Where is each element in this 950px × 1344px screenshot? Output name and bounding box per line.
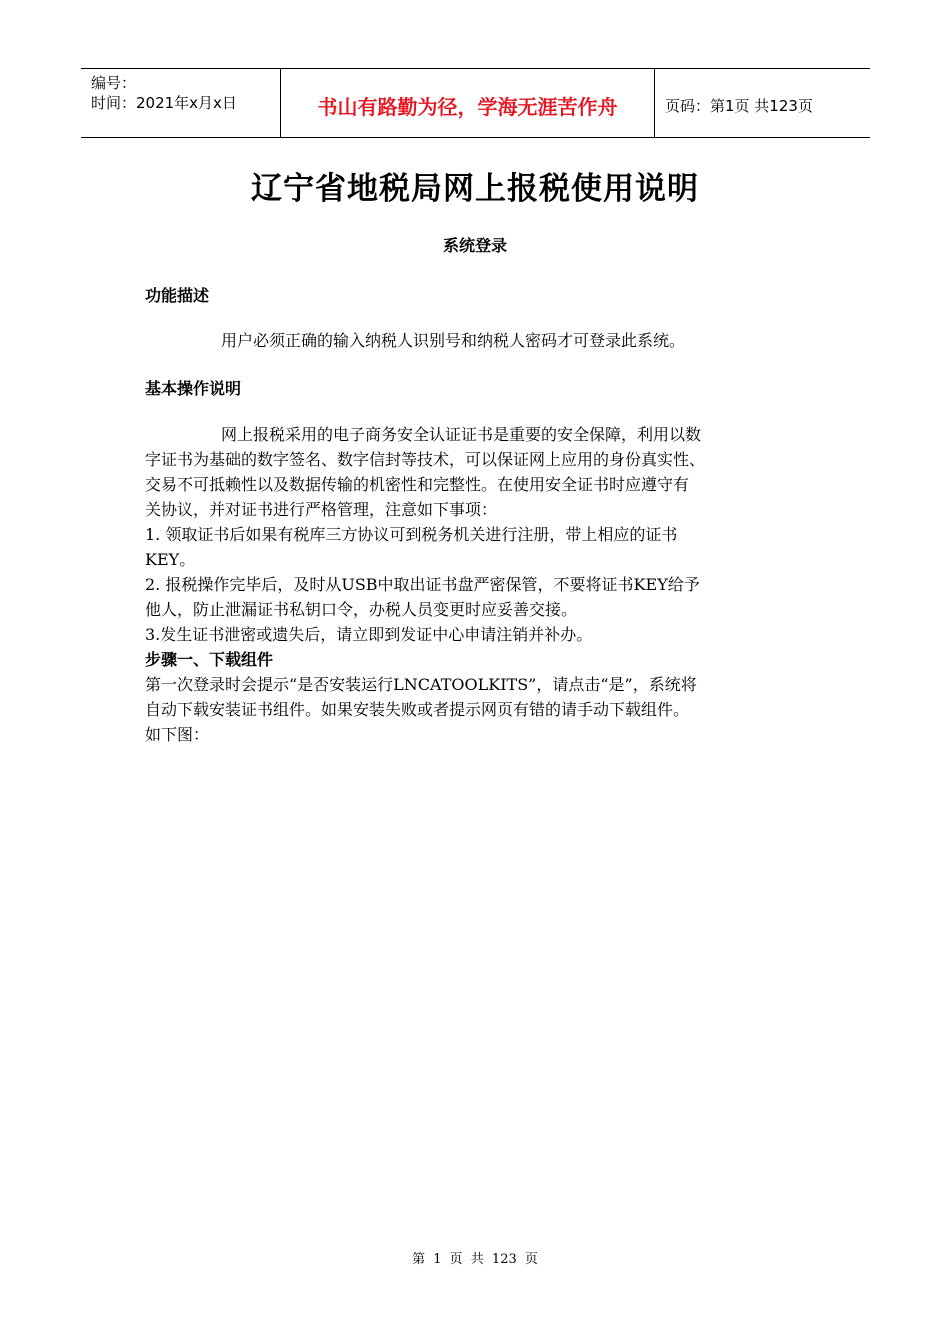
time-label: 时间：2021年x月x日 xyxy=(91,94,237,112)
operations-line: 网上报税采用的电子商务安全认证证书是重要的安全保障，利用以数 xyxy=(221,425,702,444)
operations-line: 关协议，并对证书进行严格管理，注意如下事项： xyxy=(145,500,498,519)
operations-line: 3.发生证书泄密或遗失后，请立即到发证中心申请注销并补办。 xyxy=(145,625,593,644)
operations-line: 1. 领取证书后如果有税库三方协议可到税务机关进行注册，带上相应的证书 xyxy=(145,525,678,544)
document-subtitle: 系统登录 xyxy=(442,236,507,255)
header-meta xyxy=(81,69,281,137)
operations-line: 他人，防止泄漏证书私钥口令，办税人员变更时应妥善交接。 xyxy=(145,600,578,619)
operations-line: 字证书为基础的数字签名、数字信封等技术，可以保证网上应用的身份真实性、 xyxy=(145,450,706,469)
header-page-info: 页码：第1页 共123页 xyxy=(665,96,813,115)
section-heading-function: 功能描述 xyxy=(145,286,210,305)
step-line: 自动下载安装证书组件。如果安装失败或者提示网页有错的请手动下载组件。 xyxy=(145,700,690,719)
operations-line: 2. 报税操作完毕后，及时从USB中取出证书盘严密保管，不要将证书KEY给予 xyxy=(145,575,700,594)
page-footer: 第 1 页 共 123 页 xyxy=(412,1252,538,1267)
header-table xyxy=(81,68,870,138)
document-title: 辽宁省地税局网上报税使用说明 xyxy=(251,171,699,207)
number-label: 编号： xyxy=(91,74,137,92)
step-line: 如下图： xyxy=(145,725,210,744)
step-heading-download: 步骤一、下载组件 xyxy=(145,650,274,669)
section-text-function: 用户必须正确的输入纳税人识别号和纳税人密码才可登录此系统。 xyxy=(221,331,686,350)
section-heading-operations: 基本操作说明 xyxy=(145,379,242,398)
step-line: 第一次登录时会提示“是否安装运行LNCATOOLKITS”，请点击“是”，系统将 xyxy=(145,675,697,694)
operations-line: KEY。 xyxy=(145,550,196,569)
operations-line: 交易不可抵赖性以及数据传输的机密性和完整性。在使用安全证书时应遵守有 xyxy=(145,475,690,494)
header-motto: 书山有路勤为径，学海无涯苦作舟 xyxy=(281,69,655,137)
